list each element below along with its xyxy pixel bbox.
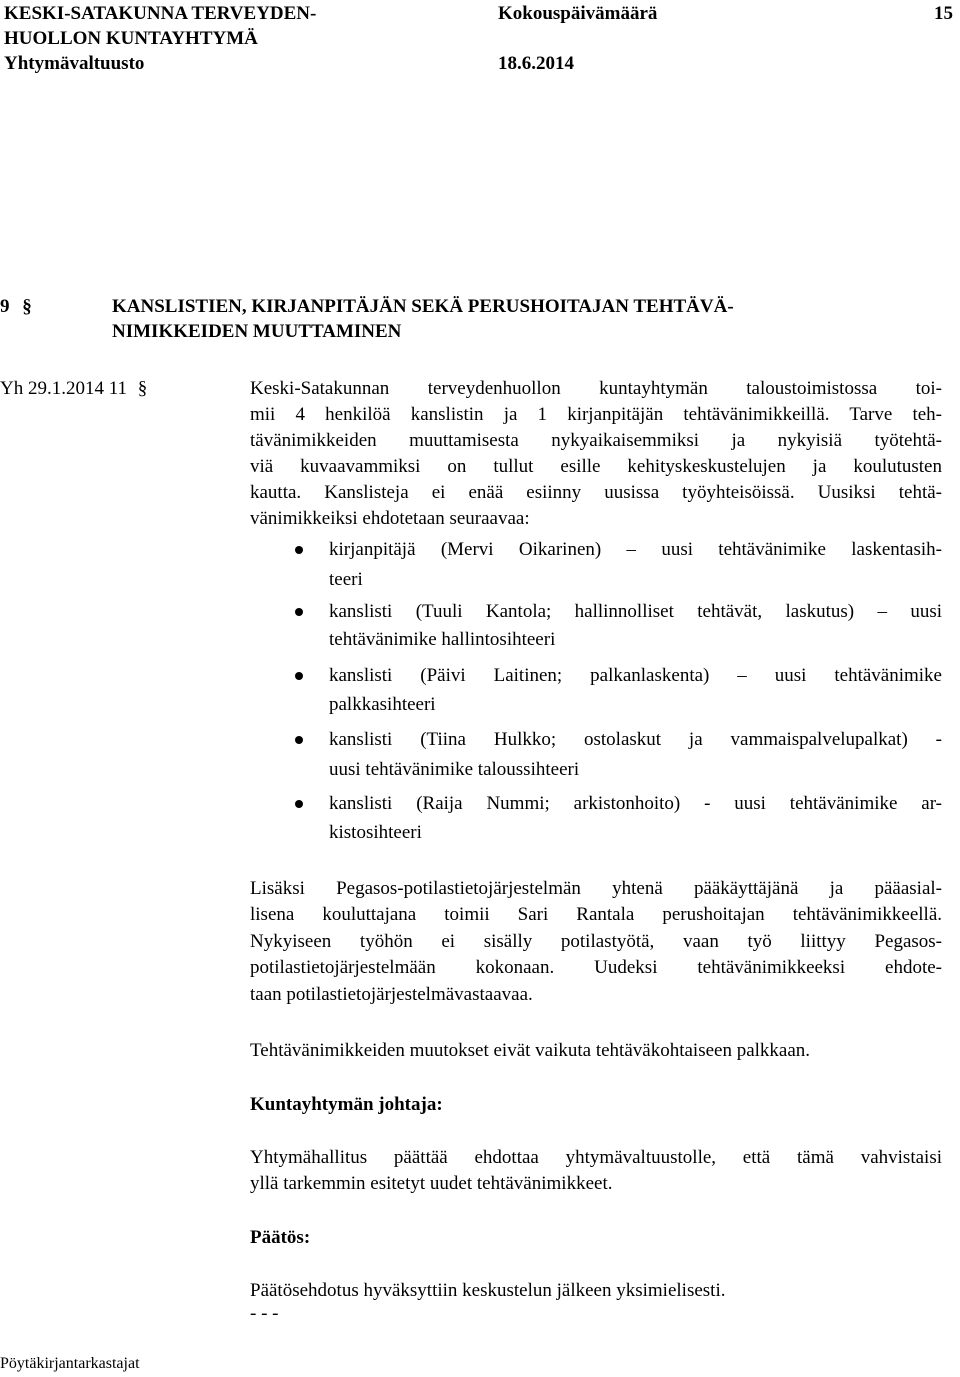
additional-line: Lisäksi Pegasos-potilastietojärjestelmän yhtenä pääkäyttäjänä ja pääasial- xyxy=(250,878,942,899)
section-title-line2: NIMIKKEIDEN MUUTTAMINEN xyxy=(112,321,402,342)
prior-decision-reference: Yh 29.1.2014 11 § xyxy=(0,378,148,399)
intro-line: Keski-Satakunnan terveydenhuollon kuntayhtymän taloustoimistossa toi- xyxy=(250,378,942,399)
decision-text: Päätösehdotus hyväksyttiin keskustelun jälkeen yksimielisesti. xyxy=(250,1280,726,1301)
bullet-icon xyxy=(295,800,303,808)
bullet-icon xyxy=(295,672,303,680)
end-mark: - - - xyxy=(250,1303,279,1324)
list-item-line1: kanslisti (Tuuli Kantola; hallinnolliset tehtävät, laskutus) – uusi xyxy=(329,601,942,622)
list-item-line2: tehtävänimike hallintosihteeri xyxy=(329,629,556,650)
list-item-line2: teeri xyxy=(329,569,363,590)
list-item-line2: kistosihteeri xyxy=(329,822,422,843)
additional-line: taan potilastietojärjestelmävastaavaa. xyxy=(250,984,533,1005)
section-symbol: § xyxy=(22,296,32,317)
list-item-line1: kanslisti (Raija Nummi; arkistonhoito) - uusi tehtävänimike ar- xyxy=(329,793,942,814)
bullet-icon xyxy=(295,546,303,554)
list-item-line2: palkkasihteeri xyxy=(329,694,436,715)
additional-line: Nykyiseen työhön ei sisälly potilastyötä, vaan työ liittyy Pegasos- xyxy=(250,931,942,952)
date-label: Kokouspäivämäärä xyxy=(498,3,658,24)
management-heading: Kuntayhtymän johtaja: xyxy=(250,1094,443,1115)
additional-line: lisena kouluttajana toimii Sari Rantala perushoitajan tehtävänimikkeellä. xyxy=(250,904,942,925)
section-title-line1: KANSLISTIEN, KIRJANPITÄJÄN SEKÄ PERUSHOITAJAN TEHTÄVÄ- xyxy=(112,296,734,317)
additional-line: potilastietojärjestelmään kokonaan. Uudeksi tehtävänimikkeeksi ehdote- xyxy=(250,957,942,978)
org-name-line2: HUOLLON KUNTAYHTYMÄ xyxy=(4,28,258,49)
intro-line: tävänimikkeiden muuttamisesta nykyaikaisemmiksi ja nykyisiä työtehtä- xyxy=(250,430,942,451)
meeting-body: Yhtymävaltuusto xyxy=(4,53,145,74)
decision-heading: Päätös: xyxy=(250,1227,311,1248)
management-line: Yhtymähallitus päättää ehdottaa yhtymävaltuustolle, että tämä vahvistaisi xyxy=(250,1147,942,1168)
management-line: yllä tarkemmin esitetyt uudet tehtävänimikkeet. xyxy=(250,1173,613,1194)
list-item-line1: kanslisti (Päivi Laitinen; palkanlaskenta) – uusi tehtävänimike xyxy=(329,665,942,686)
intro-line: mii 4 henkilöä kanslistin ja 1 kirjanpitäjän tehtävänimikkeillä. Tarve teh- xyxy=(250,404,942,425)
footer-minutes-checkers: Pöytäkirjantarkastajat xyxy=(0,1355,140,1372)
intro-line: kautta. Kanslisteja ei enää esiinny uusissa työyhteisöissä. Uusiksi tehtä- xyxy=(250,482,942,503)
list-item-line1: kirjanpitäjä (Mervi Oikarinen) – uusi tehtävänimike laskentasih- xyxy=(329,539,942,560)
list-item-line1: kanslisti (Tiina Hulkko; ostolaskut ja vammaispalvelupalkat) - xyxy=(329,729,942,750)
salary-note: Tehtävänimikkeiden muutokset eivät vaikuta tehtäväkohtaiseen palkkaan. xyxy=(250,1040,811,1061)
reference-symbol: § xyxy=(137,378,148,399)
intro-line: viä kuvaavammiksi on tullut esille kehityskeskustelujen ja koulutusten xyxy=(250,456,942,477)
page-number: 15 xyxy=(934,3,953,24)
org-name-line1: KESKI-SATAKUNNA TERVEYDEN- xyxy=(4,3,317,24)
list-item-line2: uusi tehtävänimike taloussihteeri xyxy=(329,759,580,780)
section-number: 9 § xyxy=(0,296,32,317)
meeting-date: 18.6.2014 xyxy=(498,53,574,74)
intro-line: vänimikkeiksi ehdotetaan seuraavaa: xyxy=(250,508,530,529)
bullet-icon xyxy=(295,608,303,616)
bullet-icon xyxy=(295,736,303,744)
